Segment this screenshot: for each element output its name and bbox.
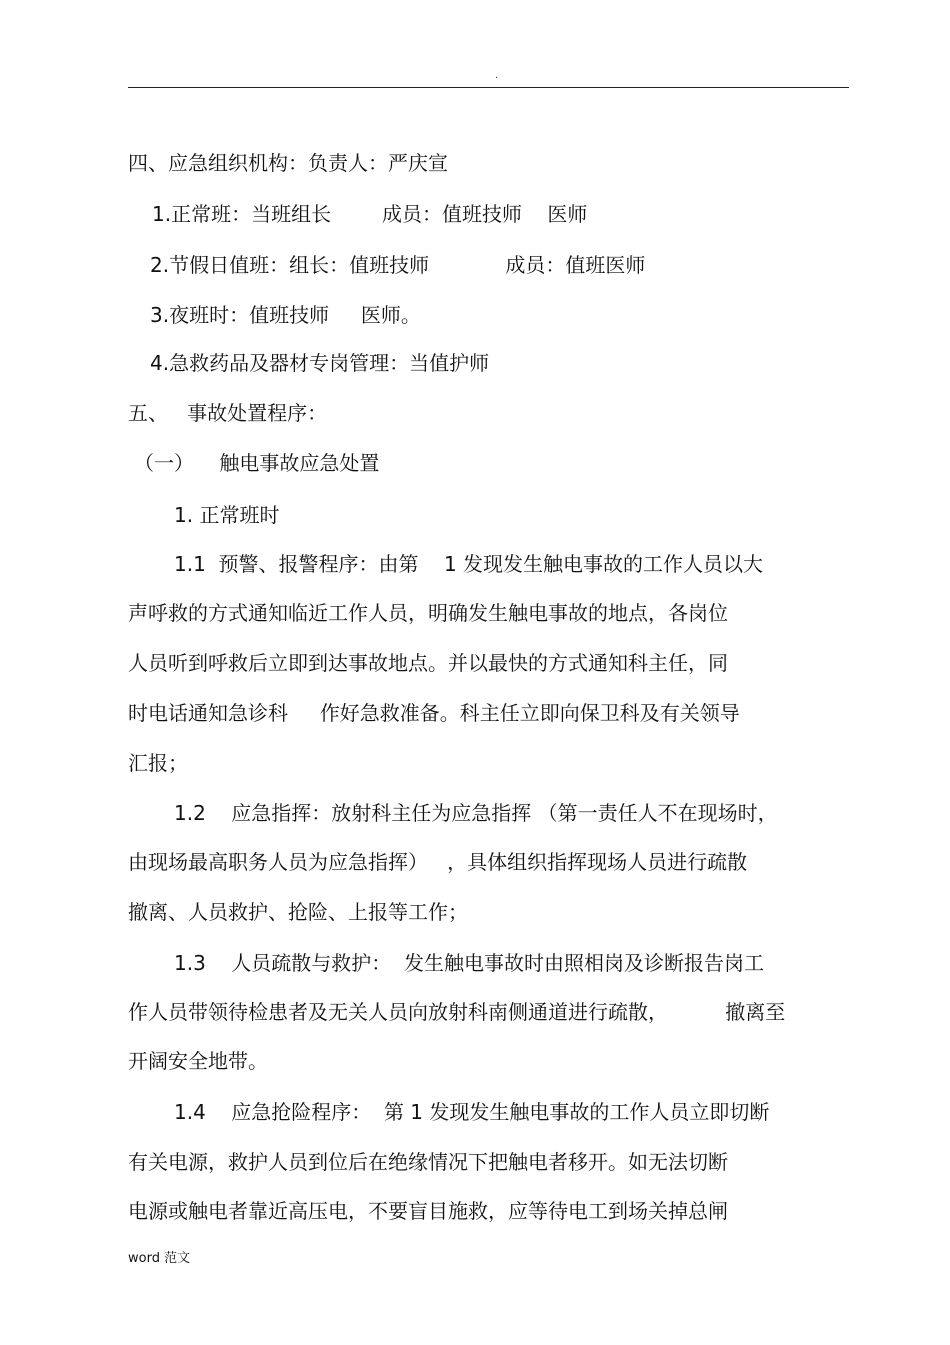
text-line: 时电话通知急诊科 作好急救准备。科主任立即向保卫科及有关领导 — [128, 701, 740, 725]
text-line: 1.4 应急抢险程序： 第 1 发现发生触电事故的工作人员立即切断 — [174, 1100, 770, 1124]
text-line: 四、应急组织机构：负责人：严庆宣 — [128, 151, 448, 175]
text-line: 1.1 预警、报警程序：由第 1 发现发生触电事故的工作人员以大 — [174, 552, 764, 576]
text-line: （一） 触电事故应急处置 — [134, 451, 380, 475]
text-line: 人员听到呼救后立即到达事故地点。并以最快的方式通知科主任，同 — [128, 651, 728, 675]
footer-label: word 范文 — [128, 1251, 191, 1266]
text-line: 1.3 人员疏散与救护： 发生触电事故时由照相岗及诊断报告岗工 — [174, 951, 764, 975]
text-line: 2.节假日值班：组长：值班技师 成员：值班医师 — [150, 253, 646, 277]
header-rule — [128, 87, 849, 88]
header-mark: . — [495, 70, 499, 81]
text-line: 五、 事故处置程序： — [128, 401, 328, 425]
text-line: 声呼救的方式通知临近工作人员，明确发生触电事故的地点，各岗位 — [128, 601, 728, 625]
text-line: 由现场最高职务人员为应急指挥） ，具体组织指挥现场人员进行疏散 — [128, 850, 748, 874]
text-line: 3.夜班时：值班技师 医师。 — [150, 303, 421, 327]
text-line: 有关电源，救护人员到位后在绝缘情况下把触电者移开。如无法切断 — [128, 1150, 728, 1174]
text-line: 1. 正常班时 — [174, 503, 280, 527]
text-line: 1.正常班：当班组长 成员：值班技师 医师 — [152, 202, 588, 226]
text-line: 撤离、人员救护、抢险、上报等工作； — [128, 900, 468, 924]
text-line: 电源或触电者靠近高压电，不要盲目施救，应等待电工到场关掉总闸 — [128, 1199, 728, 1223]
text-line: 开阔安全地带。 — [128, 1049, 268, 1073]
text-line: 汇报； — [128, 751, 188, 775]
text-line: 1.2 应急指挥：放射科主任为应急指挥 （第一责任人不在现场时， — [174, 801, 778, 825]
text-line: 4.急救药品及器材专岗管理：当值护师 — [150, 351, 490, 375]
text-line: 作人员带领待检患者及无关人员向放射科南侧通道进行疏散， 撤离至 — [128, 1000, 786, 1024]
